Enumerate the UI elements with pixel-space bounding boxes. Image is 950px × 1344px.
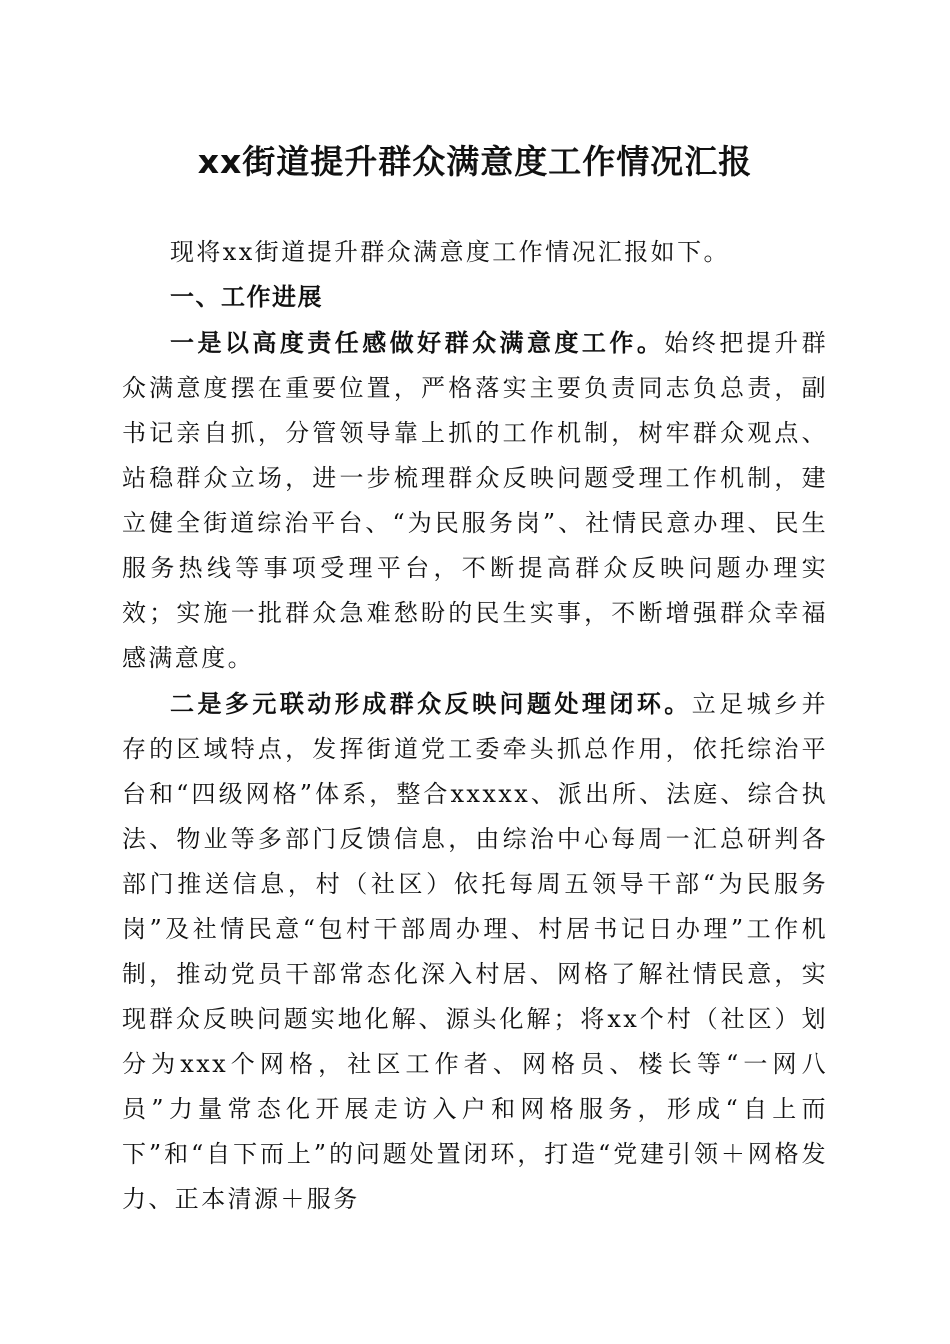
intro-paragraph: 现将xx街道提升群众满意度工作情况汇报如下。: [170, 238, 730, 266]
paragraph-2: [122, 681, 828, 1222]
paragraph-1-body: 始终把提升群众满意度摆在重要位置，严格落实主要负责同志负总责，副书记亲自抓，分管领导靠上抓的工作机制，树牢群众观点、站稳群众立场，进一步梳理群众反映问题受理工作机制，建立健全街道综治平台、“为民服务岗”、社情民意办理、民生服务热线等事项受理平台，不断提高群众反映问题办理实效；实施一批群众急难愁盼的民生实事，不断增强群众幸福感满意度。: [122, 329, 828, 672]
paragraph-1-lead: 一是以高度责任感做好群众满意度工作。: [170, 328, 665, 357]
document-body: [122, 230, 828, 1222]
paragraph-2-lead: 二是多元联动形成群众反映问题处理闭环。: [170, 689, 692, 718]
document-title: xx街道提升群众满意度工作情况汇报: [197, 142, 753, 181]
paragraph-1: [122, 320, 828, 681]
paragraph-2-body: 立足城乡并存的区域特点，发挥街道党工委牵头抓总作用，依托综治平台和“四级网格”体系，整合xxxxx、派出所、法庭、综合执法、物业等多部门反馈信息，由综治中心每周一汇总研判各部门推送信息，村（社区）依托每周五领导干部“为民服务岗”及社情民意“包村干部周办理、村居书记日办理”工作机制，推动党员干部常态化深入村居、网格了解社情民意，实现群众反映问题实地化解、源头化解；将xx个村（社区）划分为xxx个网格，社区工作者、网格员、楼长等“一网八员”力量常态化开展走访入户和网格服务，形成“自上而下”和“自下而上”的问题处置闭环，打造“党建引领＋网格发力、正本清源＋服务: [122, 690, 828, 1213]
section-heading: 一、工作进展: [170, 283, 323, 311]
